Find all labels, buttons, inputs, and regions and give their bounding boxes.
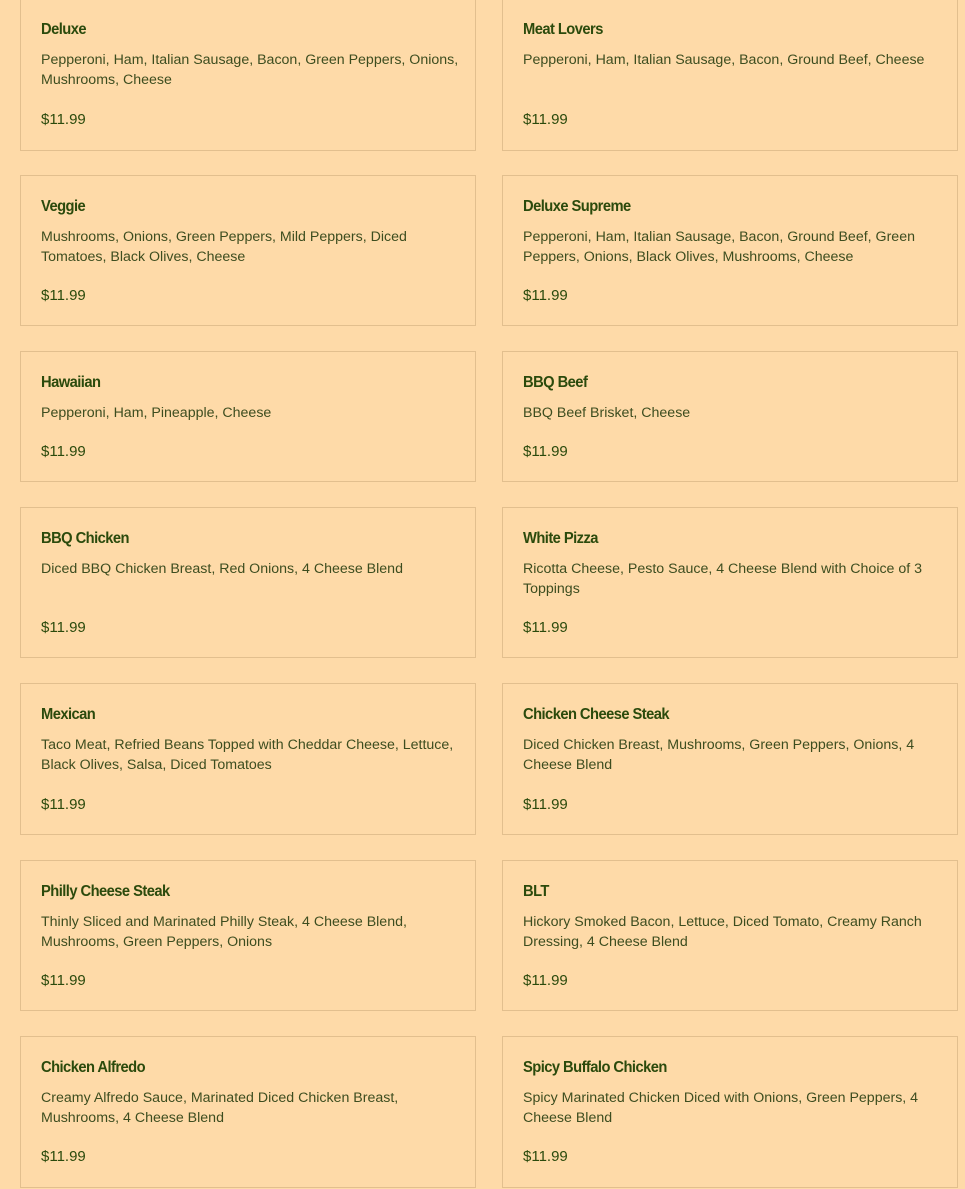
menu-item-price: $11.99 — [523, 619, 568, 636]
menu-item-description: Hickory Smoked Bacon, Lettuce, Diced Tomato, Creamy Ranch Dressing, 4 Cheese Blend — [523, 914, 922, 950]
menu-item-title: Chicken Cheese Steak — [523, 706, 670, 723]
menu-item-philly-cheese-steak[interactable] — [20, 860, 476, 1011]
menu-item-price: $11.99 — [523, 443, 568, 460]
menu-item-price: $11.99 — [523, 972, 568, 989]
menu-item-description: Ricotta Cheese, Pesto Sauce, 4 Cheese Blend with Choice of 3 Toppings — [523, 561, 923, 597]
menu-item-title: Philly Cheese Steak — [41, 883, 170, 900]
menu-item-title: Deluxe — [41, 21, 86, 38]
menu-item-spicy-buffalo-chicken[interactable] — [502, 1036, 958, 1188]
menu-item-price: $11.99 — [523, 1148, 568, 1165]
menu-item-title: BLT — [523, 883, 549, 900]
menu-item-veggie[interactable] — [20, 175, 476, 326]
menu-item-title: White Pizza — [523, 530, 598, 547]
menu-item-title: Deluxe Supreme — [523, 198, 631, 215]
menu-item-price: $11.99 — [41, 111, 86, 128]
menu-item-deluxe-supreme[interactable] — [502, 175, 958, 326]
menu-item-price: $11.99 — [41, 619, 86, 636]
menu-item-description: Diced Chicken Breast, Mushrooms, Green Peppers, Onions, 4 Cheese Blend — [523, 737, 915, 773]
menu-item-price: $11.99 — [41, 796, 86, 813]
menu-item-description: Pepperoni, Ham, Italian Sausage, Bacon, Green Peppers, Onions, Mushrooms, Cheese — [41, 52, 459, 88]
menu-item-meat-lovers[interactable] — [502, 0, 958, 151]
menu-item-description: Creamy Alfredo Sauce, Marinated Diced Chicken Breast, Mushrooms, 4 Cheese Blend — [41, 1090, 399, 1126]
menu-item-price: $11.99 — [41, 1148, 86, 1165]
menu-item-price: $11.99 — [41, 443, 86, 460]
menu-item-title: Hawaiian — [41, 374, 101, 391]
menu-item-description: Spicy Marinated Chicken Diced with Onions, Green Peppers, 4 Cheese Blend — [523, 1090, 919, 1126]
menu-item-title: BBQ Chicken — [41, 530, 130, 547]
menu-item-description: Diced BBQ Chicken Breast, Red Onions, 4 Cheese Blend — [41, 561, 403, 577]
menu-item-chicken-cheese-steak[interactable] — [502, 683, 958, 835]
menu-item-price: $11.99 — [523, 796, 568, 813]
menu-item-chicken-alfredo[interactable] — [20, 1036, 476, 1188]
menu-item-hawaiian[interactable] — [20, 351, 476, 482]
menu-item-bbq-chicken[interactable] — [20, 507, 476, 658]
menu-item-description: Pepperoni, Ham, Italian Sausage, Bacon, Ground Beef, Green Peppers, Onions, Black Olives, Mushrooms, Cheese — [523, 229, 915, 265]
menu-item-blt[interactable] — [502, 860, 958, 1011]
menu-item-title: BBQ Beef — [523, 374, 588, 391]
menu-item-price: $11.99 — [41, 972, 86, 989]
menu-item-price: $11.99 — [41, 287, 86, 304]
menu-item-description: Pepperoni, Ham, Italian Sausage, Bacon, Ground Beef, Cheese — [523, 52, 925, 68]
menu-item-title: Meat Lovers — [523, 21, 603, 38]
menu-item-description: Pepperoni, Ham, Pineapple, Cheese — [41, 405, 272, 421]
menu-item-description: BBQ Beef Brisket, Cheese — [523, 405, 691, 421]
menu-item-description: Thinly Sliced and Marinated Philly Steak, 4 Cheese Blend, Mushrooms, Green Peppers, Onions — [41, 914, 407, 950]
menu-item-description: Taco Meat, Refried Beans Topped with Cheddar Cheese, Lettuce, Black Olives, Salsa, Diced Tomatoes — [41, 737, 454, 773]
menu-item-bbq-beef[interactable] — [502, 351, 958, 482]
menu-item-title: Veggie — [41, 198, 86, 215]
menu-item-deluxe[interactable] — [20, 0, 476, 151]
menu-item-title: Mexican — [41, 706, 96, 723]
menu-item-white-pizza[interactable] — [502, 507, 958, 658]
menu-item-title: Spicy Buffalo Chicken — [523, 1059, 667, 1076]
menu-item-title: Chicken Alfredo — [41, 1059, 146, 1076]
menu-item-price: $11.99 — [523, 287, 568, 304]
menu-item-description: Mushrooms, Onions, Green Peppers, Mild Peppers, Diced Tomatoes, Black Olives, Cheese — [41, 229, 407, 265]
menu-item-mexican[interactable] — [20, 683, 476, 835]
menu-item-price: $11.99 — [523, 111, 568, 128]
